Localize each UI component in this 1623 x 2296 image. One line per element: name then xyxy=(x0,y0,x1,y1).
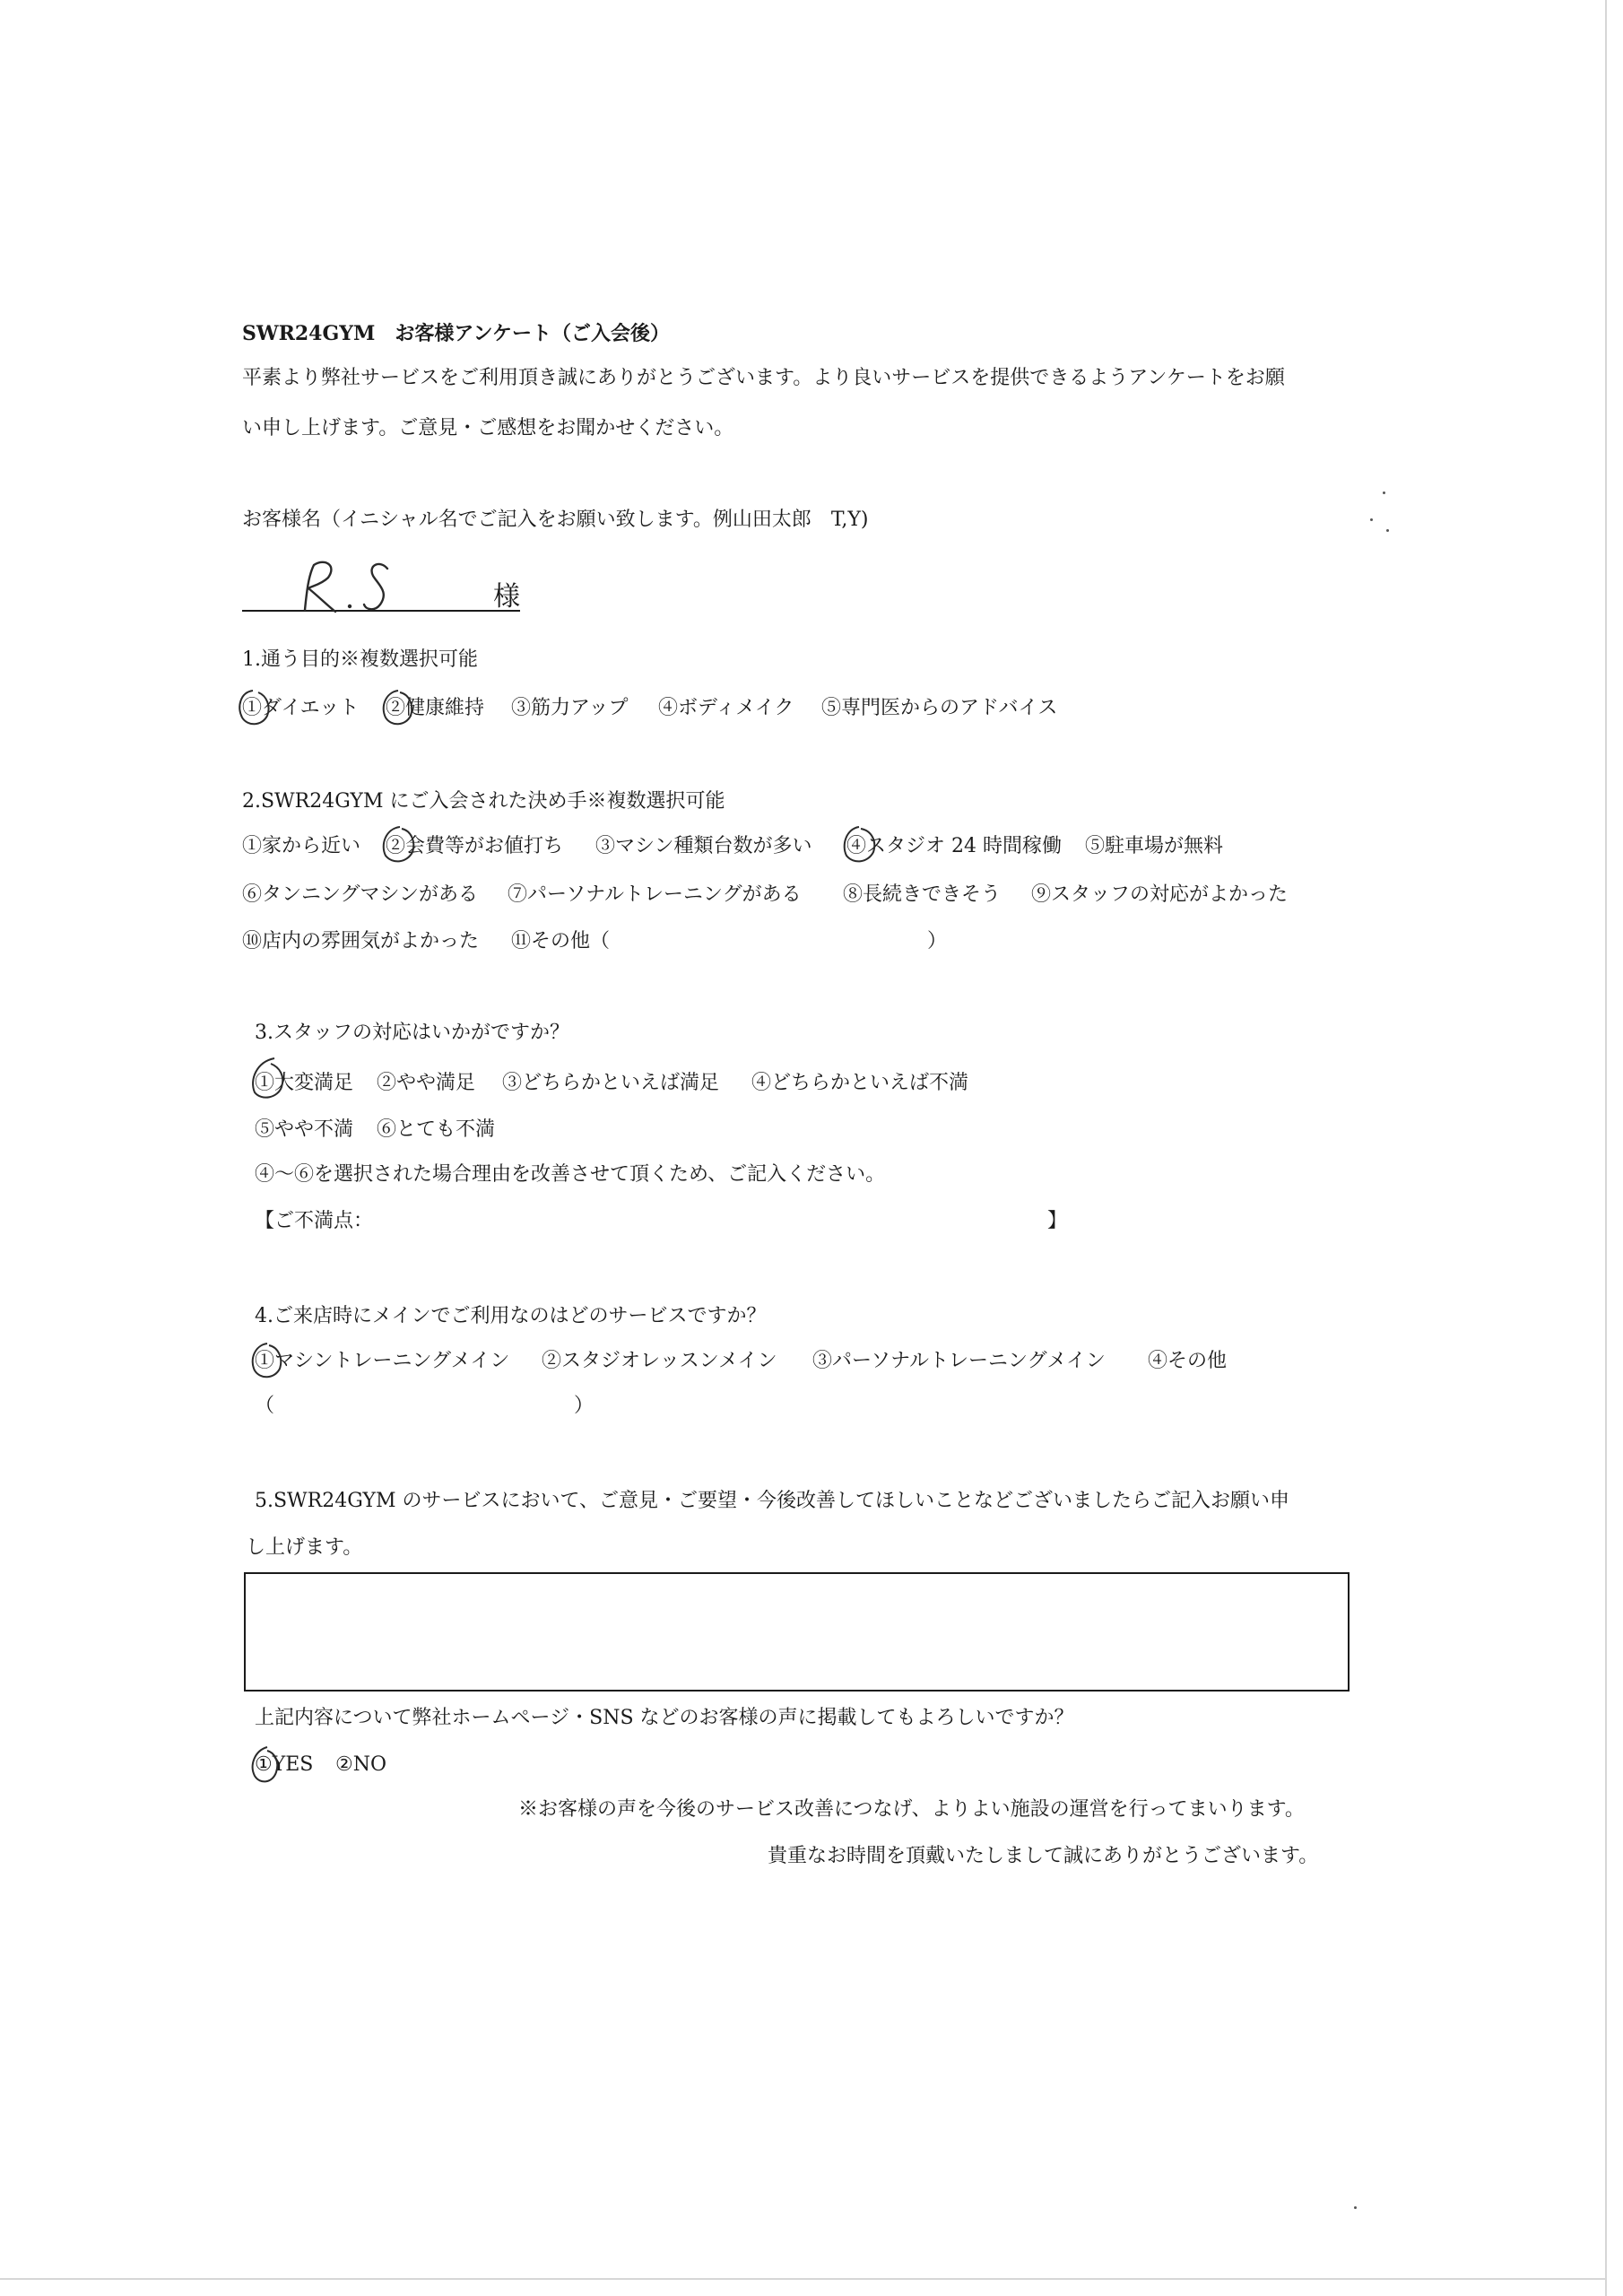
q2-option-other[interactable]: ⑪その他（ xyxy=(511,930,611,952)
customer-name-prompt: お客様名（イニシャル名でご記入をお願い致します。例山田太郎 T,Y) xyxy=(242,509,869,531)
q1-option-health[interactable]: ②健康維持 xyxy=(386,697,485,719)
q4-question: 4.ご来店時にメインでご利用なのはどのサービスですか？ xyxy=(255,1305,767,1327)
honorific-sama: 様 xyxy=(493,581,520,613)
intro-text-line1: 平素より弊社サービスをご利用頂き誠にありがとうございます。より良いサービスを提供できるようアンケートをお願 xyxy=(242,367,1285,389)
q1-option-muscle[interactable]: ③筋力アップ xyxy=(511,697,629,719)
consent-option-yes[interactable]: ①YES xyxy=(255,1753,314,1776)
q2-option-tanning[interactable]: ⑥タンニングマシンがある xyxy=(242,883,479,906)
intro-text-line2: い申し上げます。ご意見・ご感想をお聞かせください。 xyxy=(242,417,734,439)
q3-question: 3.スタッフの対応はいかがですか？ xyxy=(255,1022,569,1044)
customer-name-underline xyxy=(242,610,520,612)
scan-speck xyxy=(1354,2206,1357,2209)
q3-reason-note: ④～⑥を選択された場合理由を改善させて頂くため、ご記入ください。 xyxy=(255,1163,886,1186)
scan-speck xyxy=(1386,529,1389,532)
q2-option-machines[interactable]: ③マシン種類台数が多い xyxy=(595,835,812,857)
scan-speck xyxy=(1370,518,1373,521)
q2-option-staff[interactable]: ⑨スタッフの対応がよかった xyxy=(1031,883,1289,906)
q3-option-slightly-unsatisfied[interactable]: ⑤やや不満 xyxy=(255,1118,354,1141)
q3-option-rather-unsatisfied[interactable]: ④どちらかといえば不満 xyxy=(751,1072,969,1094)
q2-option-long-lasting[interactable]: ⑧長続きできそう xyxy=(843,883,1002,906)
q4-option-machine[interactable]: ①マシントレーニングメイン xyxy=(255,1350,510,1372)
q2-option-fee[interactable]: ②会費等がお値打ち xyxy=(386,835,564,857)
q3-option-rather-satisfied[interactable]: ③どちらかといえば満足 xyxy=(502,1072,720,1094)
q2-option-personal-training[interactable]: ⑦パーソナルトレーニングがある xyxy=(508,883,802,906)
q4-option-other[interactable]: ④その他 xyxy=(1148,1350,1228,1372)
q1-option-doctor-advice[interactable]: ⑤専門医からのアドバイス xyxy=(821,697,1058,719)
scan-edge-bottom xyxy=(0,2278,1605,2280)
consent-option-no[interactable]: ②NO xyxy=(335,1753,387,1776)
q2-option-parking[interactable]: ⑤駐車場が無料 xyxy=(1085,835,1224,857)
form-title: SWR24GYM お客様アンケート（ご入会後） xyxy=(242,322,671,345)
scan-speck xyxy=(1383,491,1385,494)
q5-question-line2: し上げます。 xyxy=(246,1536,363,1559)
q3-complaint-open: 【ご不満点： xyxy=(255,1210,374,1232)
q5-question-line1: 5.SWR24GYM のサービスにおいて、ご意見・ご要望・今後改善してほしいことなどございましたらご記入お願い申 xyxy=(255,1490,1290,1512)
footer-thanks: 貴重なお時間を頂戴いたしまして誠にありがとうございます。 xyxy=(768,1845,1319,1867)
q3-option-somewhat-satisfied[interactable]: ②やや満足 xyxy=(377,1072,476,1094)
q2-other-paren-close: ） xyxy=(927,930,948,952)
q2-option-near-home[interactable]: ①家から近い xyxy=(242,835,361,857)
q1-question: 1.通う目的※複数選択可能 xyxy=(242,648,478,671)
q3-option-very-unsatisfied[interactable]: ⑥とても不満 xyxy=(377,1118,496,1141)
q2-option-atmosphere[interactable]: ⑩店内の雰囲気がよかった xyxy=(242,930,480,952)
q4-option-personal[interactable]: ③パーソナルトレーニングメイン xyxy=(812,1350,1106,1372)
q5-comment-box[interactable] xyxy=(244,1572,1350,1692)
q3-complaint-close: 】 xyxy=(1047,1210,1068,1232)
q2-option-studio-24h[interactable]: ④スタジオ 24 時間稼働 xyxy=(846,835,1062,857)
consent-question: 上記内容について弊社ホームページ・SNS などのお客様の声に掲載してもよろしいですか？ xyxy=(255,1707,1074,1729)
q4-other-paren-close: ） xyxy=(574,1395,595,1417)
q4-option-studio[interactable]: ②スタジオレッスンメイン xyxy=(542,1350,777,1372)
q1-option-bodymake[interactable]: ④ボディメイク xyxy=(658,697,794,719)
scan-edge-right xyxy=(1605,0,1607,2296)
q2-question: 2.SWR24GYM にご入会された決め手※複数選択可能 xyxy=(242,790,725,813)
q3-option-very-satisfied[interactable]: ①大変満足 xyxy=(255,1072,354,1094)
q1-option-diet[interactable]: ①ダイエット xyxy=(242,697,360,719)
footer-note: ※お客様の声を今後のサービス改善につなげ、よりよい施設の運営を行ってまいります。 xyxy=(518,1798,1305,1821)
q4-other-paren-open: （ xyxy=(255,1395,275,1417)
